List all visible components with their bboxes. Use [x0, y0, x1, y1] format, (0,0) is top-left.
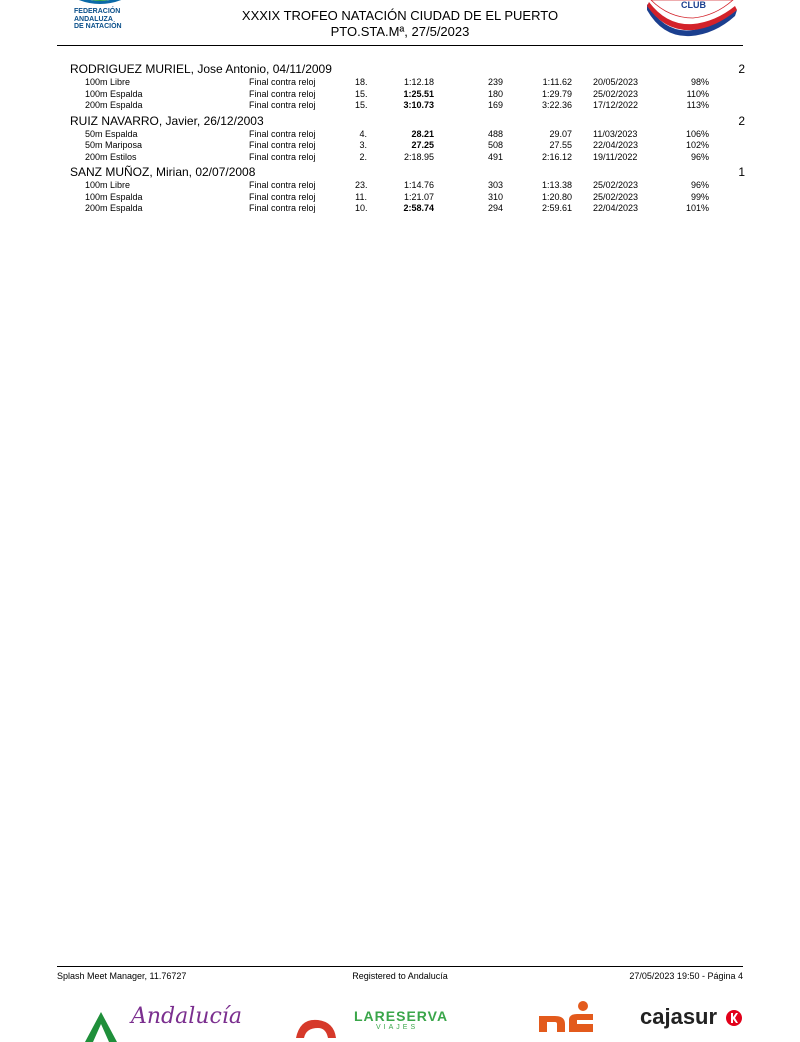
swim-time: 27.25: [411, 140, 434, 150]
points: 294: [487, 203, 503, 213]
andalucia-logo-icon: [85, 1012, 117, 1042]
meet-title: XXXIX TROFEO NATACIÓN CIUDAD DE EL PUERTO: [241, 8, 559, 23]
previous-best-date: 11/03/2023: [593, 128, 638, 139]
previous-best-time: 2:16.12: [541, 151, 572, 162]
place: 11.: [355, 191, 367, 202]
round-type: Final contra reloj: [249, 203, 316, 213]
improvement-percent: 101%: [685, 203, 709, 213]
footer-timestamp-page: 27/05/2023 19:50 - Página 4: [629, 971, 743, 981]
previous-best-date: 25/02/2023: [593, 88, 639, 99]
federation-logo-line3: DE NATACIÓN: [74, 23, 122, 30]
improvement-percent: 98%: [690, 77, 709, 87]
previous-best-time: 3:22.36: [541, 100, 572, 110]
improvement-percent: 96%: [690, 151, 709, 162]
swim-time: 28.21: [411, 128, 434, 139]
points: 180: [487, 88, 503, 99]
result-row: [0, 152, 800, 163]
sponsor-cajasur-text: cajasur: [640, 1004, 718, 1029]
result-row: [0, 203, 800, 214]
swimmer-entry-count: 1: [738, 165, 745, 179]
points: 169: [487, 100, 503, 110]
swim-time: 3:10.73: [403, 100, 434, 110]
event-name: 100m Libre: [85, 180, 131, 190]
result-row: [0, 140, 800, 151]
swimmer-name: RODRIGUEZ MURIEL, Jose Antonio, 04/11/2009: [70, 62, 332, 76]
club-logo-text: CLUB: [681, 0, 706, 10]
improvement-percent: 96%: [690, 180, 709, 190]
swim-time: 1:12.18: [403, 77, 434, 87]
sponsor-andalucia-text: Andalucía: [131, 1004, 242, 1029]
round-type: Final contra reloj: [249, 180, 316, 190]
federation-logo-line2: ANDALUZA: [74, 15, 113, 23]
improvement-percent: 110%: [686, 88, 709, 99]
points: 491: [487, 151, 503, 162]
improvement-percent: 102%: [685, 140, 709, 150]
previous-best-date: 19/11/2022: [593, 151, 638, 162]
swimmer-entry-count: 2: [738, 62, 745, 76]
ds-logo-icon: [535, 1000, 599, 1032]
result-row: [0, 100, 800, 111]
event-name: 100m Espalda: [85, 88, 143, 99]
sponsor-lareserva-text: LARESERVA: [354, 1008, 449, 1024]
place: 23.: [355, 180, 368, 190]
result-row: [0, 129, 800, 140]
round-type: Final contra reloj: [249, 140, 316, 150]
sponsor-andalucia: [85, 1004, 242, 1032]
points: 239: [487, 77, 503, 87]
sponsor-lareserva-sub: VIAJES: [376, 1024, 419, 1031]
meet-subtitle: PTO.STA.Mª, 27/5/2023: [330, 24, 470, 39]
swimmer-header: [70, 115, 745, 128]
event-name: 100m Libre: [85, 77, 131, 87]
previous-best-date: 17/12/2022: [593, 100, 639, 110]
swim-time: 1:14.76: [403, 180, 434, 190]
previous-best-date: 20/05/2023: [593, 77, 639, 87]
place: 3.: [359, 140, 367, 150]
event-name: 200m Espalda: [85, 100, 143, 110]
footer-divider: [57, 966, 743, 967]
points: 508: [487, 140, 503, 150]
event-name: 200m Espalda: [85, 203, 143, 213]
points: 488: [487, 128, 503, 139]
event-name: 100m Espalda: [85, 191, 143, 202]
round-type: Final contra reloj: [249, 88, 316, 99]
swim-time: 2:58.74: [403, 203, 434, 213]
swimmer-entry-count: 2: [738, 113, 745, 128]
points: 310: [487, 191, 503, 202]
previous-best-date: 22/04/2023: [593, 203, 639, 213]
previous-best-time: 1:13.38: [541, 180, 572, 190]
improvement-percent: 113%: [686, 100, 709, 110]
footer-software: Splash Meet Manager, 11.76727: [57, 971, 187, 981]
swim-time: 1:21.07: [403, 191, 434, 202]
event-name: 50m Mariposa: [85, 140, 143, 150]
round-type: Final contra reloj: [249, 191, 316, 202]
previous-best-time: 1:20.80: [541, 191, 572, 202]
previous-best-time: 27.55: [549, 140, 572, 150]
swimmer-header: [70, 63, 745, 76]
round-type: Final contra reloj: [249, 77, 316, 87]
federation-logo-line1: FEDERACIÓN: [74, 8, 121, 15]
event-name: 200m Estilos: [85, 151, 137, 162]
sponsor-cajasur: [640, 1004, 750, 1032]
swim-time: 1:25.51: [403, 88, 434, 99]
place: 4.: [359, 128, 367, 139]
sponsor-lareserva: [290, 1006, 460, 1032]
previous-best-time: 29.07: [549, 128, 572, 139]
previous-best-time: 2:59.61: [541, 203, 572, 213]
round-type: Final contra reloj: [249, 128, 316, 139]
result-row: [0, 77, 800, 88]
cajasur-k-icon: [726, 1010, 742, 1026]
header-divider: [57, 45, 743, 46]
event-name: 50m Espalda: [85, 128, 138, 139]
footer-registered: Registered to Andalucía: [352, 971, 448, 981]
round-type: Final contra reloj: [249, 151, 316, 162]
lareserva-swirl-icon: [290, 1014, 340, 1038]
previous-best-date: 22/04/2023: [593, 140, 639, 150]
previous-best-date: 25/02/2023: [593, 180, 639, 190]
previous-best-time: 1:29.79: [541, 88, 572, 99]
place: 15.: [355, 88, 368, 99]
swim-time: 2:18.95: [403, 151, 434, 162]
round-type: Final contra reloj: [249, 100, 316, 110]
swimmer-name: RUIZ NAVARRO, Javier, 26/12/2003: [70, 113, 264, 128]
place: 2.: [359, 151, 367, 162]
swimmer-header: [70, 166, 745, 179]
previous-best-time: 1:11.62: [542, 77, 572, 87]
improvement-percent: 106%: [685, 128, 709, 139]
result-row: [0, 192, 800, 203]
sponsor-ds: [535, 1000, 605, 1032]
points: 303: [487, 180, 503, 190]
place: 18.: [355, 77, 368, 87]
previous-best-date: 25/02/2023: [593, 191, 639, 202]
federation-emblem-icon: [70, 0, 130, 6]
place: 15.: [355, 100, 368, 110]
improvement-percent: 99%: [690, 191, 709, 202]
result-row: [0, 180, 800, 191]
result-row: [0, 89, 800, 100]
swimmer-name: SANZ MUÑOZ, Mirian, 02/07/2008: [70, 165, 256, 179]
place: 10.: [355, 203, 368, 213]
